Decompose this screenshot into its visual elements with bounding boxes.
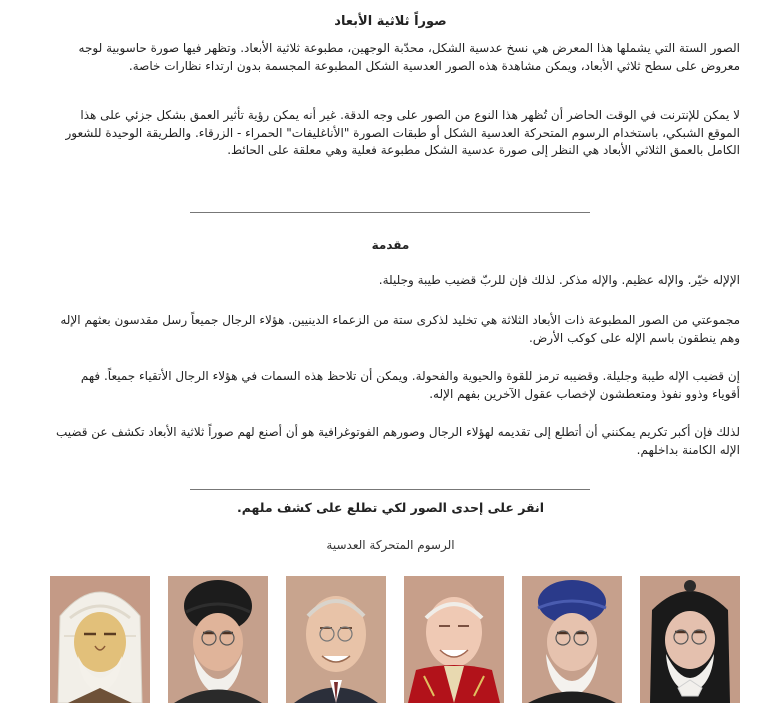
portrait-image: [50, 576, 150, 703]
portrait-image: [404, 576, 504, 703]
portrait-image: [640, 576, 740, 703]
divider: [190, 212, 590, 213]
portrait-image: [168, 576, 268, 703]
section-title: مقدمة: [371, 238, 410, 252]
portrait-thumbnail-5[interactable]: [522, 576, 622, 703]
intro-paragraph-1: الصور الستة التي يشملها هذا المعرض هي نسخ عدسية الشكل، محدّبة الوجهين، مطبوعة ثلاثية الأبعاد. وتظهر فيها صورة حاسوبية لوجه معروض على سطح ثلاثي الأبعاد، ويمكن مشاهدة هذه الصور العدسية الشكل المطبوعة المجسمة بدون ارتداء نظارات خاصة.: [78, 41, 740, 73]
body-paragraph-1: الإلإله خيّر. والإله عظيم. والإله مذكر. لذلك فإن للربّ قضيب طيبة وجليلة.: [378, 273, 740, 287]
divider: [190, 489, 590, 490]
portrait-image: [286, 576, 386, 703]
portrait-thumbnail-3[interactable]: [286, 576, 386, 703]
body-paragraph-2: مجموعتي من الصور المطبوعة ذات الأبعاد الثلاثة هي تخليد لذكرى ستة من الزعماء الدينيين. هؤلاء الرجال جميعاً رسل مقدسون بعثهم الإله وهم ينطقون باسم الإله على كوكب الأرض.: [60, 313, 740, 345]
portrait-thumbnail-6[interactable]: [640, 576, 740, 703]
portrait-image: [522, 576, 622, 703]
portrait-thumbnail-2[interactable]: [168, 576, 268, 703]
call-to-action: انقر على إحدى الصور لكي تطلع على كشف ملهم.: [236, 500, 545, 515]
animations-label: الرسوم المتحركة العدسية: [326, 538, 455, 552]
portrait-thumbnail-1[interactable]: [50, 576, 150, 703]
page-title: صوراً ثلاثية الأبعاد: [334, 14, 447, 29]
thumbnail-strip: [50, 576, 740, 703]
intro-paragraph-2: لا يمكن للإنترنت في الوقت الحاضر أن تُظهر هذا النوع من الصور على وجه الدقة. غير أنه يمكن رؤية تأثير العمق بشكل جزئي على هذا الموقع الشبكي، باستخدام الرسوم المتحركة العدسية الشكل أو طبقات الصورة "الأناغليفات" الحمراء - الزرقاء. والطريقة الوحيدة للشعور الكامل بالعمق الثلاثي الأبعاد هي النظر إلى صورة عدسية الشكل مطبوعة فعلية وهي معلقة على الحائط.: [65, 108, 740, 157]
body-paragraph-4: لذلك فإن أكبر تكريم يمكنني أن أتطلع إلى تقديمه لهؤلاء الرجال وصورهم الفوتوغرافية هو أن أصنع لهم صوراً ثلاثية الأبعاد تكشف عن قضيب الإله الكامنة بداخلهم.: [55, 425, 740, 457]
body-paragraph-3: إن قضيب الإله طيبة وجليلة. وقضيبه ترمز للقوة والحيوية والفحولة. ويمكن أن تلاحظ هذه السمات في هؤلاء الرجال الأتقياء جميعاً. فهم أقوياء وذوو نفوذ ومتعطشون لإخصاب عقول الآخرين بفهم الإله.: [80, 369, 740, 401]
portrait-thumbnail-4[interactable]: [404, 576, 504, 703]
